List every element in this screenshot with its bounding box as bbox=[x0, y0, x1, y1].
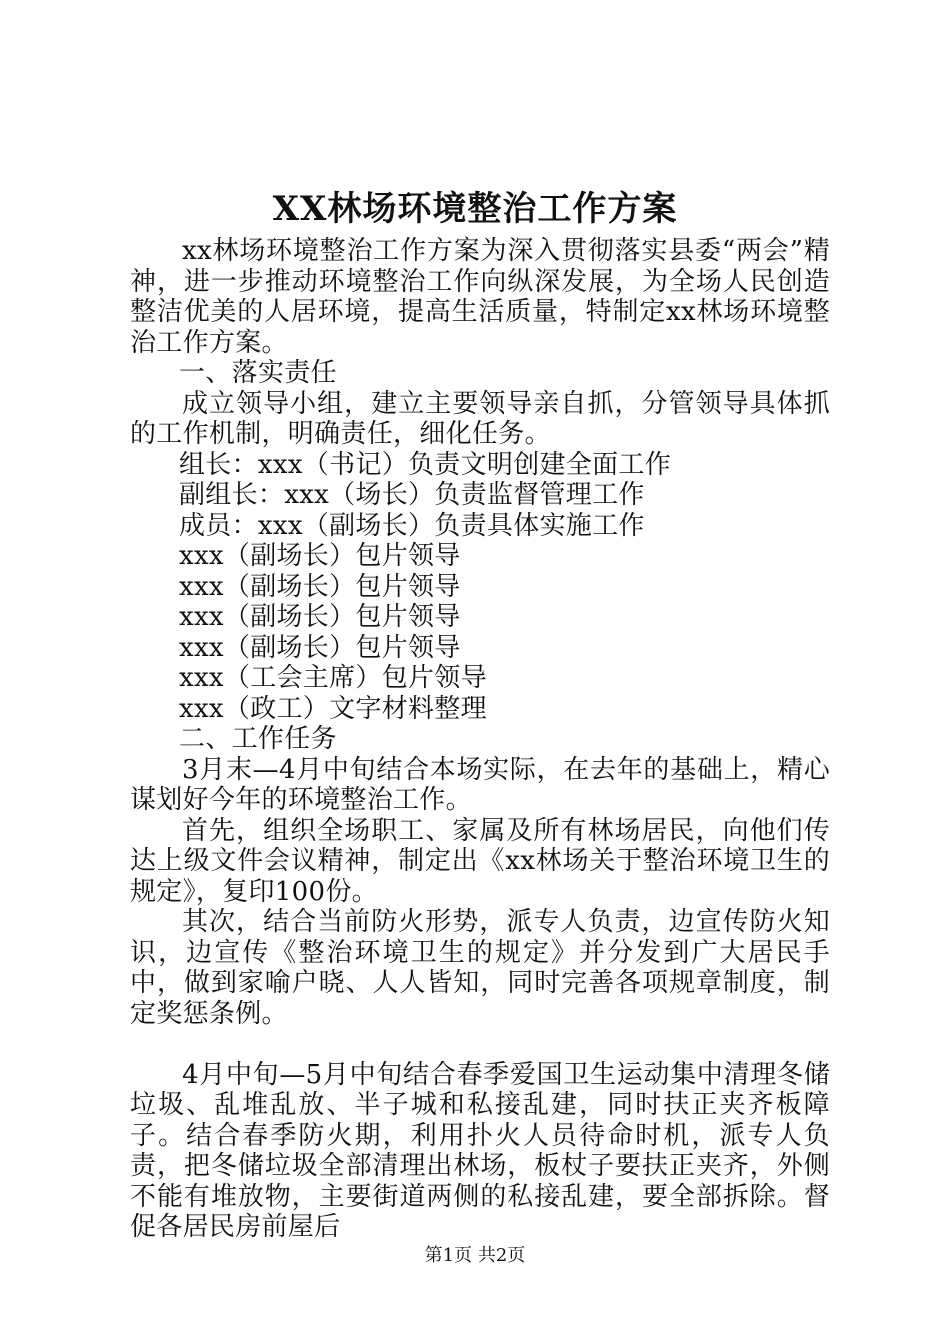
member-line: xxx（工会主席）包片领导 bbox=[179, 663, 487, 693]
member-line: 副组长：xxx（场长）负责监督管理工作 bbox=[179, 480, 645, 510]
task-paragraph: 4月中旬—5月中旬结合春季爱国卫生运动集中清理冬储垃圾、乱堆乱放、半子城和私接乱建，同时扶正夹齐板障子。结合春季防火期，利用扑火人员待命时机，派专人负责，把冬储垃圾全部清理出林场，板杖子要扶正夹齐，外侧不能有堆放物，主要街道两侧的私接乱建，要全部拆除。督促各居民房前屋后 bbox=[130, 1059, 830, 1242]
section-heading-1: 一、落实责任 bbox=[179, 358, 337, 388]
member-line: xxx（政工）文字材料整理 bbox=[179, 693, 487, 724]
member-line: 组长：xxx（书记）负责文明创建全面工作 bbox=[179, 449, 671, 480]
member-line: xxx（副场长）包片领导 bbox=[179, 541, 461, 571]
member-line: xxx（副场长）包片领导 bbox=[179, 602, 461, 632]
page-footer: 第1页 共2页 bbox=[424, 1245, 526, 1266]
member-line: xxx（副场长）包片领导 bbox=[179, 632, 461, 663]
member-line: 成员：xxx（副场长）负责具体实施工作 bbox=[179, 510, 645, 541]
document-title: XX林场环境整治工作方案 bbox=[272, 189, 678, 229]
member-line: xxx（副场长）包片领导 bbox=[179, 571, 461, 602]
task-paragraph: 3月末—4月中旬结合本场实际，在去年的基础上，精心谋划好今年的环境整治工作。 bbox=[130, 754, 830, 815]
section1-paragraph: 成立领导小组，建立主要领导亲自抓，分管领导具体抓的工作机制，明确责任，细化任务。 bbox=[130, 388, 830, 449]
document-body bbox=[130, 236, 830, 1243]
task-paragraph: 首先，组织全场职工、家属及所有林场居民，向他们传达上级文件会议精神，制定出《xx林场关于整治环境卫生的规定》，复印100份。 bbox=[130, 815, 830, 907]
paragraph-gap bbox=[130, 1029, 830, 1060]
section-heading-2: 二、工作任务 bbox=[179, 724, 337, 754]
task-paragraph: 其次，结合当前防火形势，派专人负责，边宣传防火知识，边宣传《整治环境卫生的规定》并分发到广大居民手中，做到家喻户晓、人人皆知，同时完善各项规章制度，制定奖惩条例。 bbox=[130, 907, 830, 1029]
intro-paragraph: xx林场环境整治工作方案为深入贯彻落实县委“两会”精神，进一步推动环境整治工作向纵深发展，为全场人民创造整洁优美的人居环境，提高生活质量，特制定xx林场环境整治工作方案。 bbox=[130, 236, 830, 358]
